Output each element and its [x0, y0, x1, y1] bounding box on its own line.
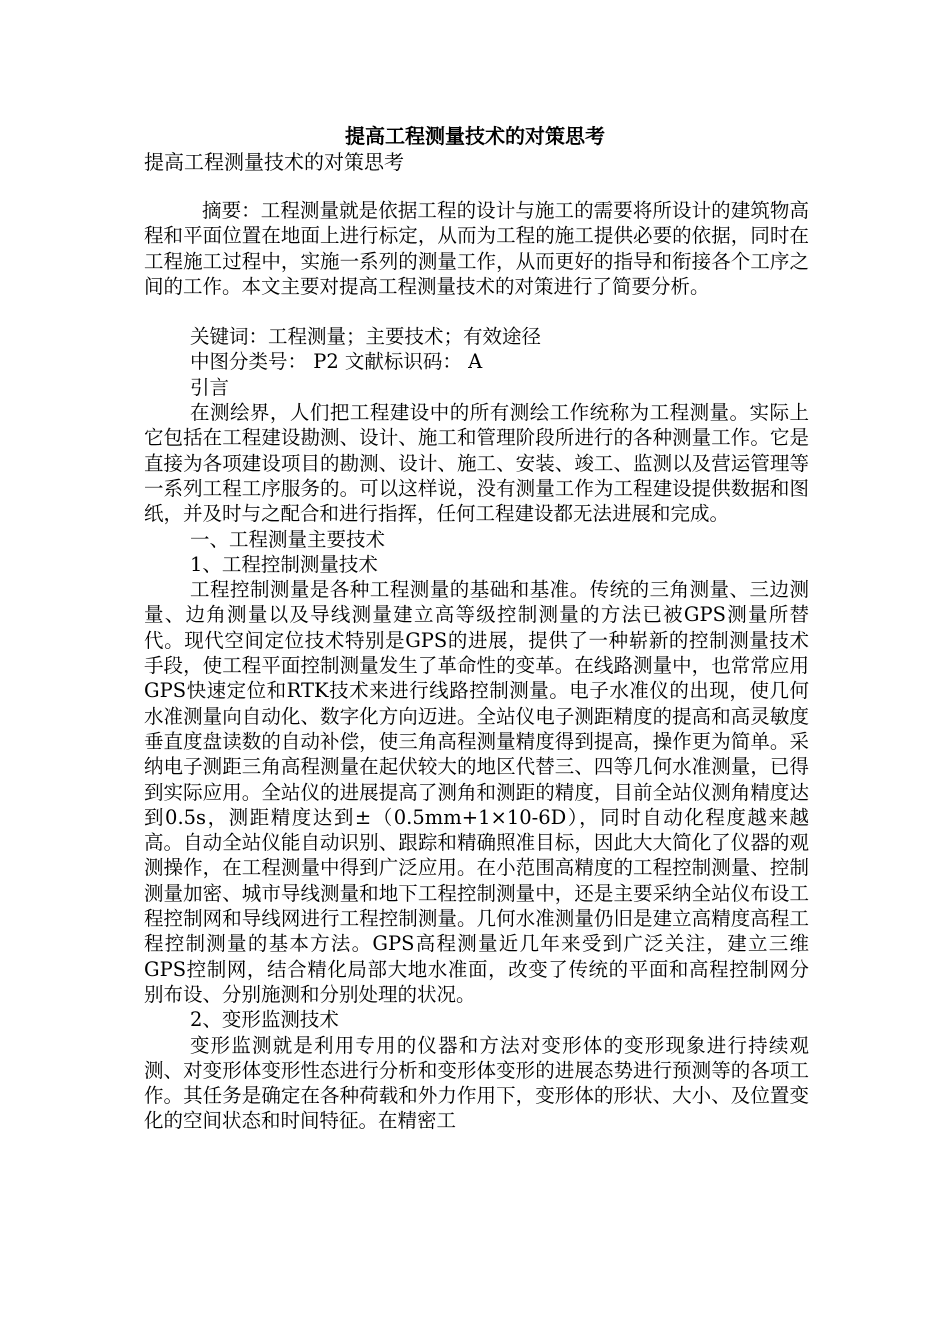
- intro-paragraph: 在测绘界，人们把工程建设中的所有测绘工作统称为工程测量。实际上它包括在工程建设勘测、设计、施工和管理阶段所进行的各种测量工作。它是直接为各项建设项目的勘测、设计、施工、安装、竣工、监测以及营运管理等一系列工程工序服务的。可以这样说，没有测量工作为工程建设提供数据和图纸，并及时与之配合和进行指挥，任何工程建设都无法进展和完成。: [144, 401, 809, 526]
- classification-line: 中图分类号： P2 文献标识码： A: [190, 350, 483, 374]
- document-title: 提高工程测量技术的对策思考: [345, 124, 605, 148]
- subsection-1-heading: 1、工程控制测量技术: [190, 552, 378, 576]
- intro-heading: 引言: [190, 375, 230, 399]
- abstract-paragraph: 摘要：工程测量就是依据工程的设计与施工的需要将所设计的建筑物高程和平面位置在地面上进行标定，从而为工程的施工提供必要的依据，同时在工程施工过程中，实施一系列的测量工作，从而更好的指导和衔接各个工序之间的工作。本文主要对提高工程测量技术的对策进行了简要分析。: [144, 199, 809, 298]
- subsection-2-paragraph: 变形监测就是利用专用的仪器和方法对变形体的变形现象进行持续观测、对变形体变形性态进行分析和变形体变形的进展态势进行预测等的各项工作。其任务是确定在各种荷载和外力作用下，变形体的形状、大小、及位置变化的空间状态和时间特征。在精密工: [144, 1033, 809, 1133]
- document-body: [144, 198, 809, 1134]
- subsection-1-paragraph: 工程控制测量是各种工程测量的基础和基准。传统的三角测量、三边测量、边角测量以及导线测量建立高等级控制测量的方法已被GPS测量所替代。现代空间定位技术特别是GPS的进展，提供了一种崭新的控制测量技术手段，使工程平面控制测量发生了革命性的变革。在线路测量中，也常常应用GPS快速定位和RTK技术来进行线路控制测量。电子水准仪的出现，使几何水准测量向自动化、数字化方向迈进。全站仪电子测距精度的提高和高灵敏度垂直度盘读数的自动补偿，使三角高程测量精度得到提高，操作更为简单。采纳电子测距三角高程测量在起伏较大的地区代替三、四等几何水准测量，已得到实际应用。全站仪的进展提高了测角和测距的精度，目前全站仪测角精度达到0.5s，测距精度达到±（0.5mm+1×10-6D），同时自动化程度越来越高。自动全站仪能自动识别、跟踪和精确照准目标，因此大大简化了仪器的观测操作，在工程测量中得到广泛应用。在小范围高精度的工程控制测量、控制测量加密、城市导线测量和地下工程控制测量中，还是主要采纳全站仪布设工程控制网和导线网进行工程控制测量。几何水准测量仍旧是建立高精度高程工程控制测量的基本方法。GPS高程测量近几年来受到广泛关注，建立三维GPS控制网，结合精化局部大地水准面，改变了传统的平面和高程控制网分别布设、分别施测和分别处理的状况。: [144, 578, 809, 1006]
- keywords-line: 关键词：工程测量；主要技术；有效途径: [190, 325, 542, 349]
- subsection-2-heading: 2、变形监测技术: [190, 1008, 339, 1032]
- section-1-heading: 一、工程测量主要技术: [190, 527, 386, 551]
- document-subtitle: 提高工程测量技术的对策思考: [144, 150, 404, 174]
